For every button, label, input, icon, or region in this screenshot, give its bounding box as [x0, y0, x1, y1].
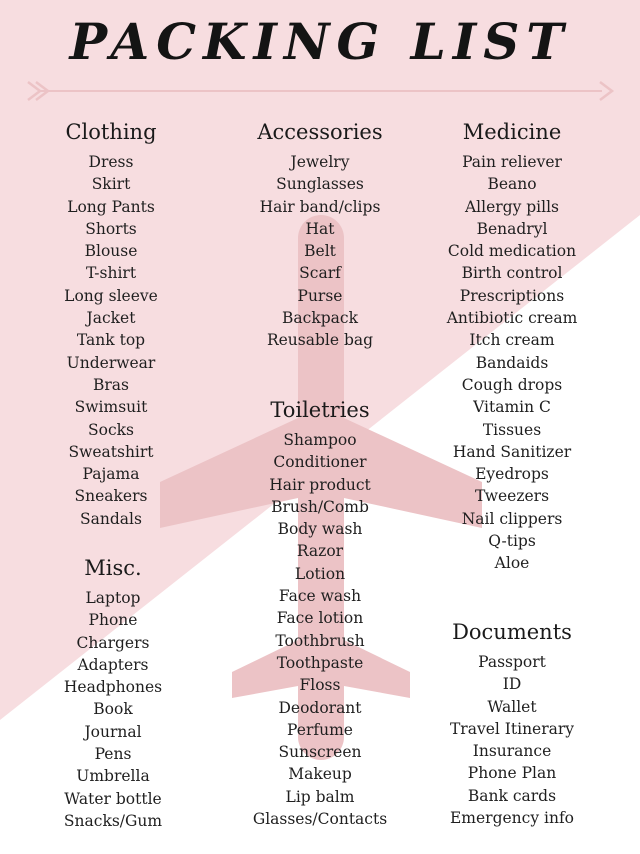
list-item: Brush/Comb [271, 497, 369, 516]
list-item: Headphones [63, 678, 163, 697]
section-medicine [428, 113, 596, 575]
list-item: Shampoo [283, 431, 357, 449]
list-item: Travel Itinerary [449, 719, 575, 738]
section-documents [428, 613, 596, 829]
list-item: Cold medication [447, 242, 577, 261]
list-item: Itch cream [469, 331, 555, 350]
medicine-heading: Medicine [462, 120, 562, 144]
list-item: Jacket [86, 309, 136, 328]
list-item: Tissues [482, 420, 542, 439]
list-item: Floss [299, 676, 341, 695]
list-item: Purse [297, 286, 343, 305]
list-item: Tank top [76, 331, 146, 350]
toiletries-heading: Toiletries [270, 398, 370, 422]
list-item: Journal [84, 722, 142, 741]
list-item: Scarf [299, 264, 341, 283]
list-item: Bras [93, 375, 129, 394]
list-item: Hair band/clips [259, 197, 381, 216]
list-item: Toothpaste [276, 653, 364, 672]
list-item: Phone [88, 611, 138, 630]
list-item: Book [93, 700, 133, 719]
list-item: Bandaids [475, 353, 549, 372]
list-item: Emergency info [449, 809, 575, 828]
list-item: Antibiotic cream [446, 309, 578, 328]
list-item: Tweezers [474, 487, 550, 506]
list-item: Cough drops [461, 375, 563, 394]
list-item: Prescriptions [459, 286, 565, 305]
list-item: Pain reliever [462, 153, 562, 171]
page-title: PACKING LIST [69, 12, 571, 71]
documents-heading: Documents [452, 620, 572, 644]
list-item: Socks [88, 420, 134, 439]
list-item: Sweatshirt [68, 442, 154, 461]
list-item: Vitamin C [473, 398, 551, 417]
list-item: Hand Sanitizer [452, 442, 572, 461]
list-item: Insurance [472, 742, 552, 761]
list-item: ID [502, 675, 522, 694]
list-item: Passport [478, 653, 546, 671]
list-item: Bank cards [467, 786, 557, 805]
list-item: Aloe [494, 554, 530, 573]
arrow-divider-icon [20, 76, 620, 106]
list-item: Reusable bag [266, 331, 374, 350]
list-item: Jewelry [290, 153, 350, 171]
list-item: Sunscreen [278, 743, 362, 762]
list-item: Backpack [282, 309, 358, 328]
list-item: Allergy pills [464, 197, 560, 216]
list-item: Belt [304, 242, 336, 261]
section-toiletries [222, 391, 418, 830]
list-item: Nail clippers [461, 509, 563, 528]
list-item: Water bottle [64, 789, 162, 808]
list-item: Perfume [287, 720, 353, 739]
list-item: Skirt [91, 175, 131, 194]
list-item: Face lotion [276, 609, 364, 628]
list-item: Glasses/Contacts [252, 810, 388, 829]
section-accessories [222, 113, 418, 352]
list-item: Makeup [288, 765, 352, 784]
list-item: Hair product [269, 475, 371, 494]
list-item: Wallet [487, 697, 537, 716]
section-misc [18, 549, 208, 832]
list-item: Chargers [76, 633, 150, 652]
list-item: Deodorant [278, 698, 362, 717]
list-item: Toothbrush [275, 631, 365, 650]
list-item: Lip balm [285, 787, 355, 806]
list-item: Blouse [84, 242, 138, 261]
list-item: Face wash [278, 587, 362, 606]
list-item: Beano [487, 175, 537, 194]
list-item: Laptop [85, 589, 141, 607]
list-item: Snacks/Gum [63, 811, 163, 830]
list-item: Lotion [294, 564, 346, 583]
list-item: Hat [305, 219, 335, 238]
list-item: Umbrella [76, 767, 150, 786]
list-item: Q-tips [488, 532, 536, 551]
clothing-heading: Clothing [65, 120, 157, 144]
misc-heading: Misc. [84, 556, 142, 580]
list-item: Long Pants [67, 197, 155, 216]
list-item: Long sleeve [64, 286, 158, 305]
list-item: Adapters [77, 655, 149, 674]
list-item: Pens [94, 745, 132, 764]
list-item: Razor [296, 542, 344, 561]
list-item: T-shirt [85, 264, 137, 283]
list-item: Pajama [82, 465, 140, 484]
list-item: Benadryl [476, 219, 548, 238]
section-clothing [18, 113, 204, 530]
list-item: Conditioner [273, 453, 367, 472]
list-item: Shorts [85, 219, 137, 238]
list-item: Body wash [277, 520, 363, 539]
list-item: Eyedrops [475, 465, 549, 484]
list-item: Sunglasses [276, 175, 364, 194]
accessories-heading: Accessories [257, 120, 383, 144]
list-item: Underwear [66, 353, 156, 372]
list-item: Phone Plan [467, 764, 557, 783]
list-item: Dress [88, 153, 134, 171]
list-item: Swimsuit [74, 398, 148, 417]
list-item: Sandals [80, 509, 142, 528]
list-item: Sneakers [74, 487, 148, 506]
list-item: Birth control [461, 264, 563, 283]
